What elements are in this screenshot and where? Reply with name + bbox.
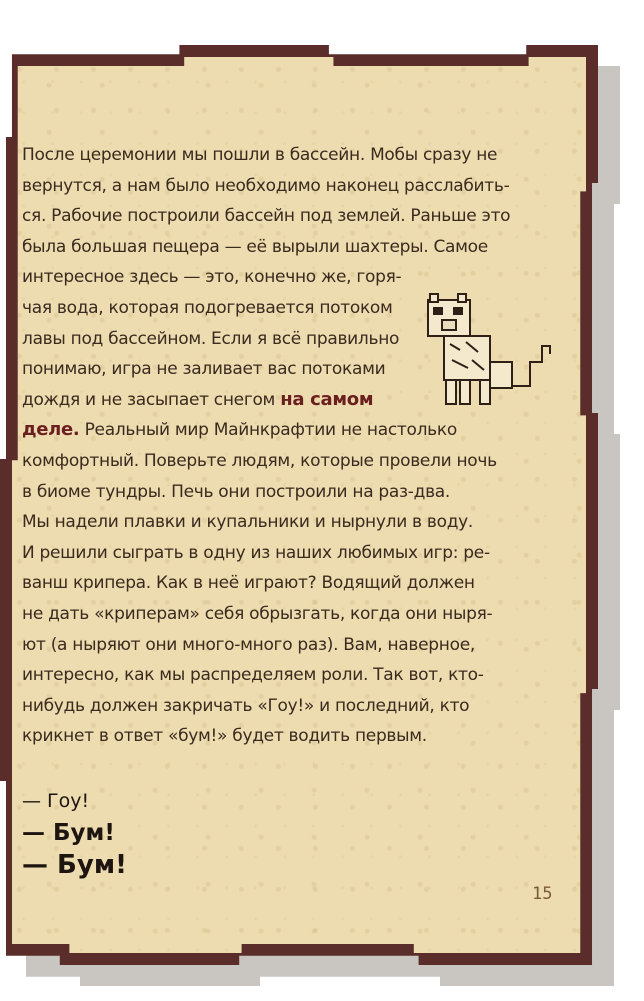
dialog-line-boom: — Бум! [22, 820, 115, 846]
text-fragment: дождя и не засыпает снегом [22, 389, 276, 410]
text-line: интересное здесь — это, конечно же, горя- [22, 267, 402, 288]
text-line: И решили сыграть в одну из наших любимых игр: ре- [22, 542, 490, 563]
text-line: чая вода, которая подогревается потоком [22, 297, 393, 318]
page-number: 15 [532, 884, 553, 904]
text-line: комфортный. Поверьте людям, которые провели ночь [22, 450, 497, 471]
text-line: была большая пещера — её вырыли шахтеры. Самое [22, 236, 488, 257]
text-block [22, 140, 570, 752]
text-line: вернутся, а нам было необходимо наконец расслабить- [22, 175, 510, 196]
text-line: нибудь должен закричать «Гоу!» и последний, кто [22, 695, 470, 716]
text-line: не дать «криперам» себя обрызгать, когда они ныря- [22, 603, 493, 624]
text-line: в биоме тундры. Печь они построили на раз-два. [22, 481, 451, 502]
text-line-with-highlight [22, 385, 412, 416]
text-fragment: Реальный мир Майнкрафтии не настолько [79, 420, 457, 441]
dialog-line-go: — Гоу! [22, 790, 90, 812]
highlight-text-end: деле. [22, 419, 80, 441]
text-line: интересно, как мы распределяем роли. Так вот, кто- [22, 665, 484, 686]
text-line: ся. Рабочие построили бассейн под землей. Раньше это [22, 206, 511, 227]
text-line: лавы под бассейном. Если я всё правильно [22, 328, 400, 349]
text-line: ют (а ныряют они много-много раз). Вам, наверное, [22, 634, 475, 655]
text-line: понимаю, игра не заливает вас потоками [22, 359, 386, 380]
text-line: После церемонии мы пошли в бассейн. Мобы сразу не [22, 145, 498, 165]
text-line: ванш крипера. Как в неё играют? Водящий должен [22, 573, 475, 594]
dialog-line-boom-large: — Бум! [22, 850, 127, 880]
highlight-text: на самом [280, 388, 374, 410]
text-line: Мы надели плавки и купальники и нырнули в воду. [22, 512, 474, 533]
ocelot-icon [420, 290, 560, 420]
text-line: крикнет в ответ «бум!» будет водить первым. [22, 726, 427, 747]
